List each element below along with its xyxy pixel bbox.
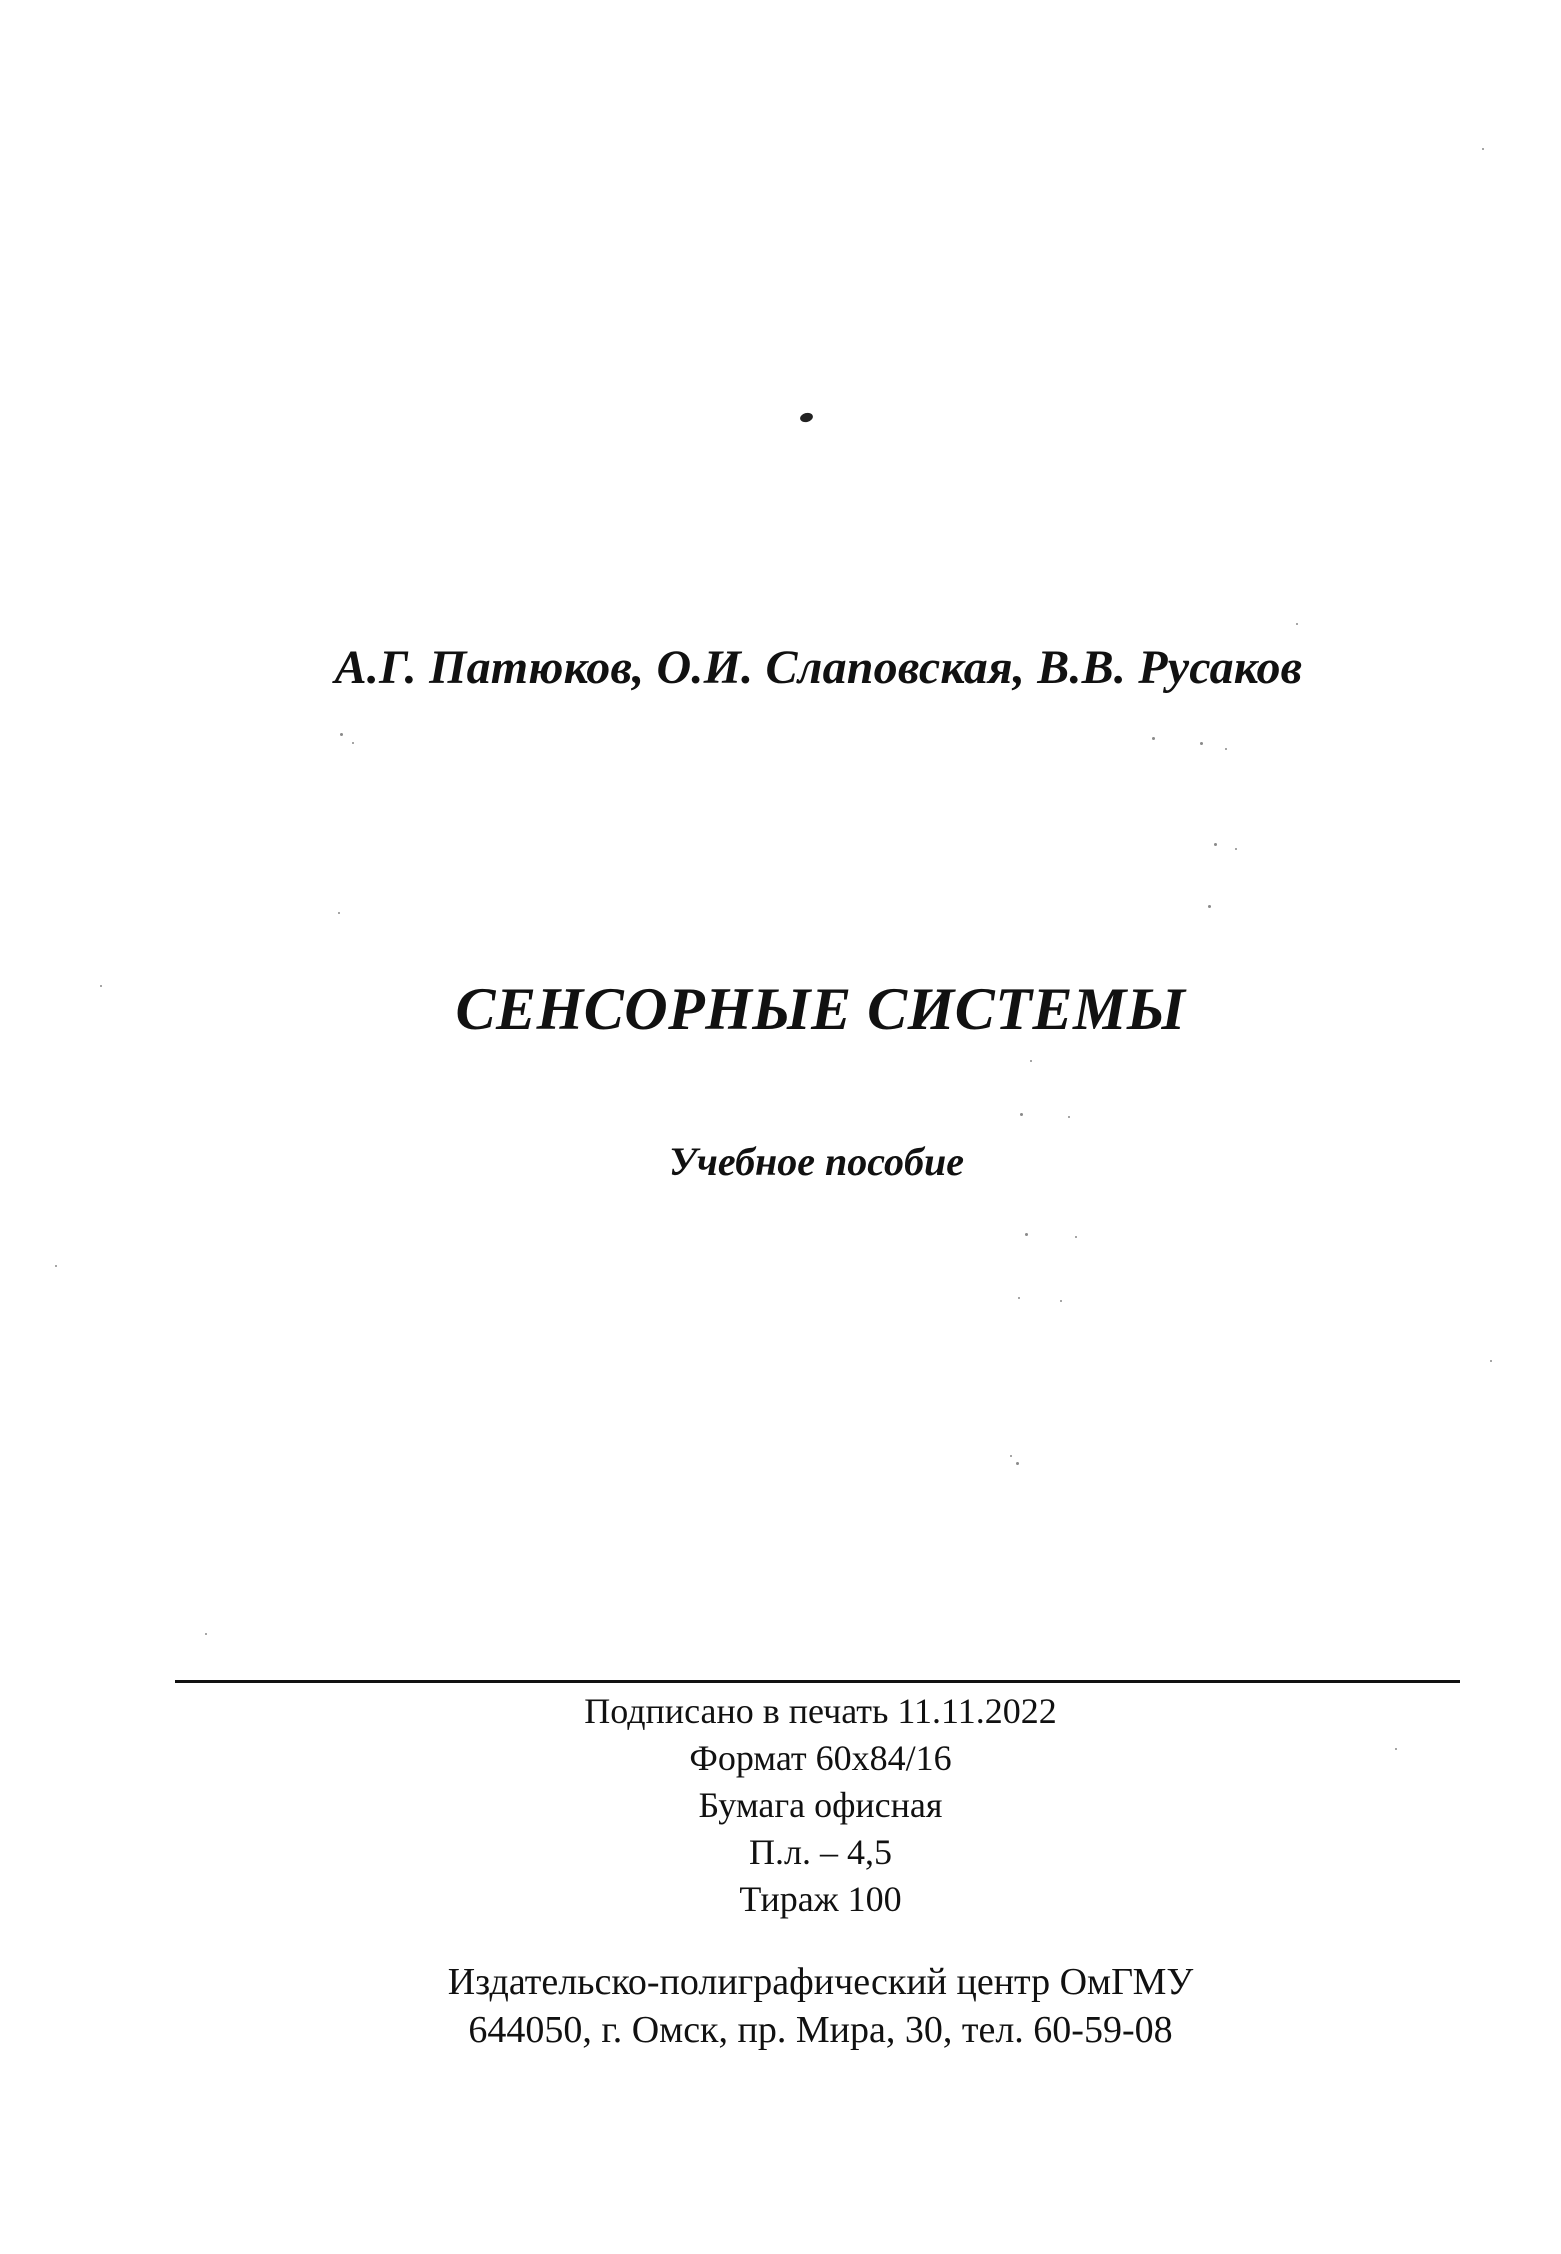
scan-noise-dot xyxy=(1016,1462,1019,1465)
paper-format: Формат 60х84/16 xyxy=(689,1738,952,1778)
scan-noise-dot xyxy=(1030,1060,1032,1062)
scan-noise-dot xyxy=(1490,1360,1492,1362)
signed-for-print: Подписано в печать 11.11.2022 xyxy=(584,1691,1057,1731)
publisher-name: Издательско-полиграфический центр ОмГМУ xyxy=(447,1961,1194,2003)
ink-speck xyxy=(799,411,814,423)
imprint-line xyxy=(0,1782,1561,1829)
imprint-line xyxy=(0,1829,1561,1876)
scan-noise-dot xyxy=(1060,1300,1062,1302)
imprint-block xyxy=(0,1688,1561,1923)
authors-line xyxy=(0,640,1561,695)
printed-sheets: П.л. – 4,5 xyxy=(749,1832,892,1872)
scan-noise-dot xyxy=(340,733,343,736)
book-title xyxy=(0,975,1561,1044)
book-title-text: СЕНСОРНЫЕ СИСТЕМЫ xyxy=(455,976,1186,1042)
scan-noise-dot xyxy=(338,912,340,914)
scan-noise-dot xyxy=(1010,1455,1012,1457)
print-run: Тираж 100 xyxy=(739,1879,902,1919)
paper-type: Бумага офисная xyxy=(698,1785,943,1825)
scan-noise-dot xyxy=(1152,737,1155,740)
scan-noise-dot xyxy=(1235,848,1237,850)
scan-noise-dot xyxy=(55,1265,57,1267)
scan-noise-dot xyxy=(1482,148,1484,150)
scan-noise-dot xyxy=(1075,1236,1077,1238)
scan-noise-dot xyxy=(1068,1116,1070,1118)
authors-text: А.Г. Патюков, О.И. Слаповская, В.В. Русаков xyxy=(334,641,1303,694)
publisher-line xyxy=(0,2006,1561,2054)
scan-noise-dot xyxy=(1296,623,1298,625)
scan-noise-dot xyxy=(205,1633,207,1635)
scan-noise-dot xyxy=(1214,843,1217,846)
scan-noise-dot xyxy=(352,742,354,744)
scan-noise-dot xyxy=(1018,1297,1020,1299)
imprint-line xyxy=(0,1876,1561,1923)
imprint-line xyxy=(0,1688,1561,1735)
book-subtitle xyxy=(0,1138,1561,1185)
imprint-line xyxy=(0,1735,1561,1782)
scan-noise-dot xyxy=(1208,905,1211,908)
publisher-address: 644050, г. Омск, пр. Мира, 30, тел. 60-59-08 xyxy=(468,2009,1173,2051)
publisher-block xyxy=(0,1958,1561,2054)
publisher-line xyxy=(0,1958,1561,2006)
scan-noise-dot xyxy=(1225,748,1227,750)
book-subtitle-text: Учебное пособие xyxy=(669,1139,964,1184)
horizontal-divider xyxy=(175,1680,1460,1683)
scan-noise-dot xyxy=(1020,1113,1023,1116)
scan-noise-dot xyxy=(1025,1233,1028,1236)
scan-noise-dot xyxy=(1200,742,1203,745)
